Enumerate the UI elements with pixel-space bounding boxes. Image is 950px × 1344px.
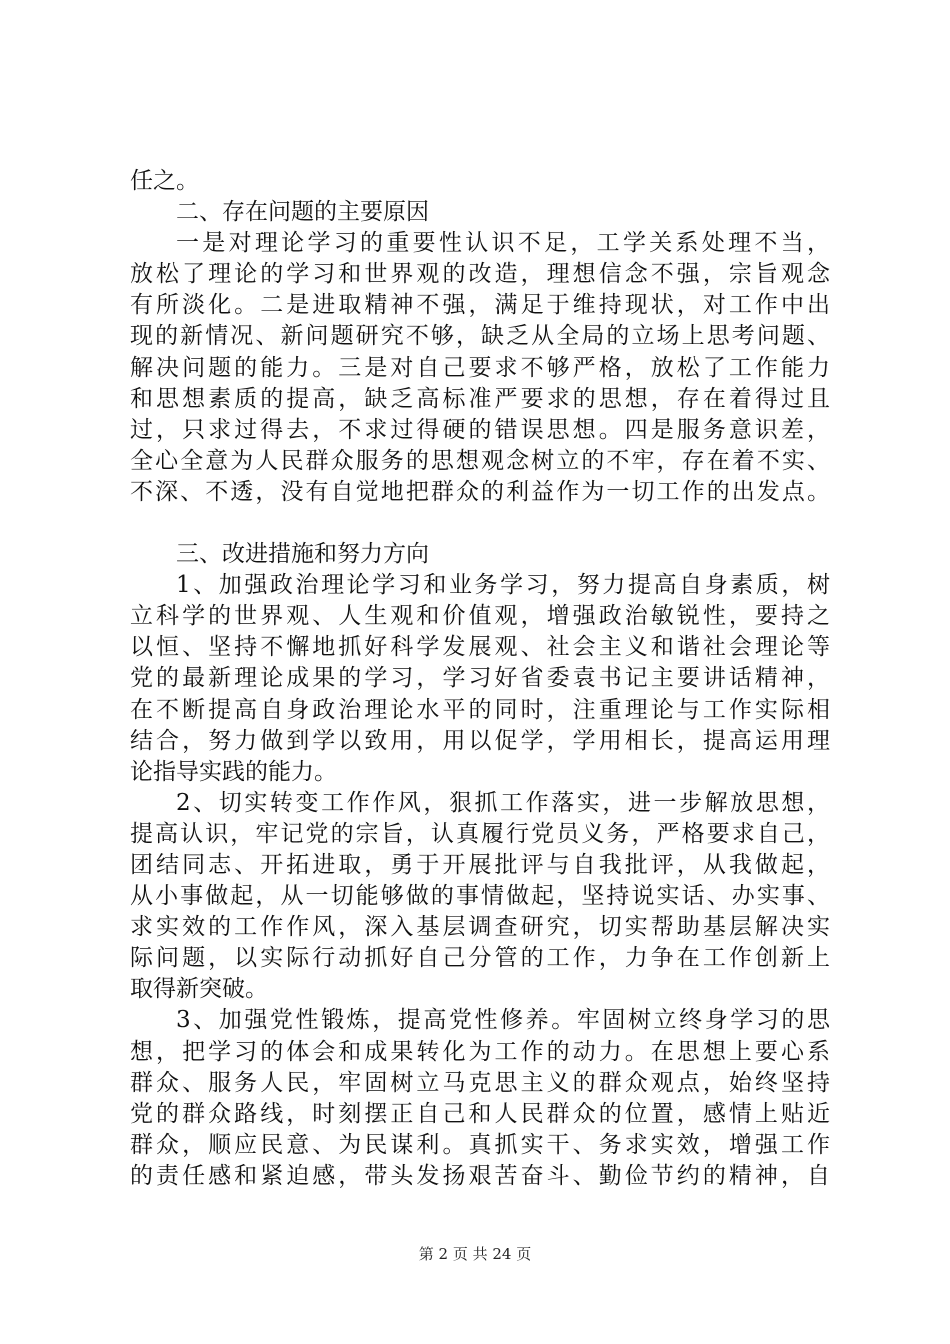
text-line: 结合，努力做到学以致用，用以促学，学用相长，提高运用理 (130, 727, 830, 754)
text-line: 群众，顺应民意、为民谋利。真抓实干、务求实效，增强工作 (130, 1131, 830, 1158)
text-line: 全心全意为人民群众服务的思想观念树立的不牢，存在着不实、 (130, 447, 830, 474)
text-line: 过，只求过得去，不求过得硬的错误思想。四是服务意识差， (130, 416, 830, 443)
text-line: 团结同志、开拓进取，勇于开展批评与自我批评，从我做起， (130, 851, 830, 878)
text-line: 立科学的世界观、人生观和价值观，增强政治敏锐性，要持之 (130, 603, 830, 630)
text-line: 解决问题的能力。三是对自己要求不够严格，放松了工作能力 (130, 354, 830, 381)
paragraph-gap (130, 508, 830, 539)
text-line: 群众、服务人民，牢固树立马克思主义的群众观点，始终坚持 (130, 1069, 830, 1096)
text-line: 论指导实践的能力。 (130, 758, 337, 785)
text-line: 党的最新理论成果的学习，学习好省委袁书记主要讲话精神， (130, 665, 830, 692)
text-line: 1、加强政治理论学习和业务学习，努力提高自身素质，树 (176, 572, 830, 599)
text-line: 在不断提高自身政治理论水平的同时，注重理论与工作实际相 (130, 696, 830, 723)
text-line: 任之。 (130, 168, 199, 194)
text-line: 党的群众路线，时刻摆正自己和人民群众的位置，感情上贴近 (130, 1100, 830, 1127)
text-line: 放松了理论的学习和世界观的改造，理想信念不强，宗旨观念 (130, 261, 830, 288)
text-line: 取得新突破。 (130, 976, 268, 1003)
text-line: 提高认识，牢记党的宗旨，认真履行党员义务，严格要求自己， (130, 820, 830, 847)
text-line: 想，把学习的体会和成果转化为工作的动力。在思想上要心系 (130, 1038, 830, 1065)
section-heading-causes: 二、存在问题的主要原因 (176, 199, 429, 226)
text-line: 2、切实转变工作作风，狠抓工作落实，进一步解放思想， (176, 789, 830, 816)
section-heading-measures: 三、改进措施和努力方向 (176, 541, 429, 568)
text-line: 从小事做起，从一切能够做的事情做起，坚持说实话、办实事、 (130, 883, 830, 910)
text-line: 一是对理论学习的重要性认识不足，工学关系处理不当， (176, 230, 830, 257)
text-line: 和思想素质的提高，缺乏高标准严要求的思想，存在着得过且 (130, 385, 830, 412)
text-line: 不深、不透，没有自觉地把群众的利益作为一切工作的出发点。 (130, 478, 830, 505)
text-line: 以恒、坚持不懈地抓好科学发展观、社会主义和谐社会理论等 (130, 634, 830, 661)
text-line: 际问题，以实际行动抓好自己分管的工作，力争在工作创新上 (130, 945, 830, 972)
page-number-footer: 第 2 页 共 24 页 (418, 1245, 532, 1263)
document-body (130, 166, 830, 1192)
text-line: 求实效的工作作风，深入基层调查研究，切实帮助基层解决实 (130, 914, 830, 941)
text-line: 有所淡化。二是进取精神不强，满足于维持现状，对工作中出 (130, 292, 830, 319)
text-line: 的责任感和紧迫感，带头发扬艰苦奋斗、勤俭节约的精神，自 (130, 1162, 830, 1189)
text-line: 现的新情况、新问题研究不够，缺乏从全局的立场上思考问题、 (130, 323, 830, 350)
text-line: 3、加强党性锻炼，提高党性修养。牢固树立终身学习的思 (176, 1007, 830, 1034)
